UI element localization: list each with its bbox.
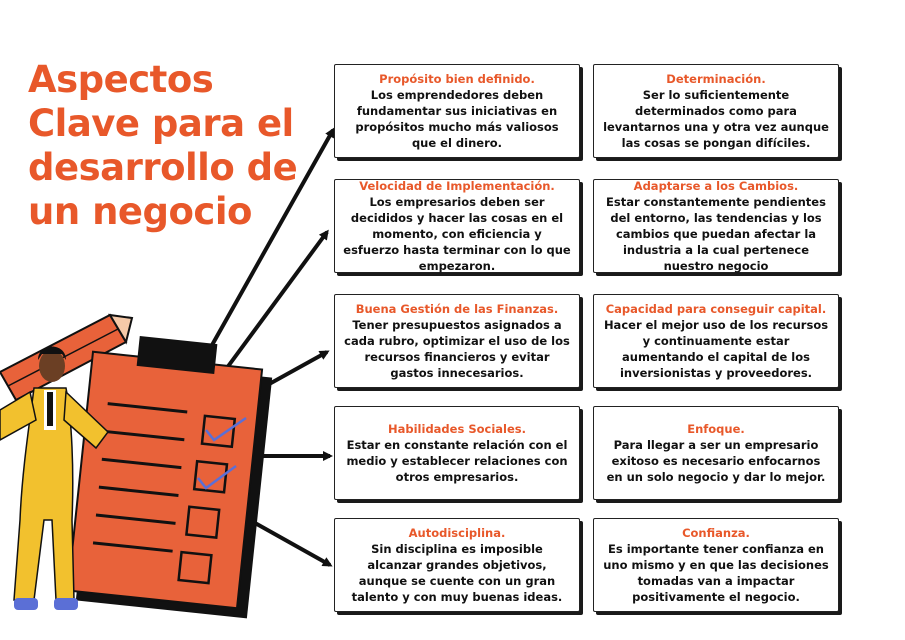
card-heading: Confianza. xyxy=(682,526,750,540)
card-finanzas xyxy=(334,294,580,388)
card-body: Sin disciplina es imposible alcanzar grandes objetivos, aunque se cuente con un gran talento y con muy buenas ideas. xyxy=(351,542,563,604)
card-body: Tener presupuestos asignados a cada rubro, optimizar el uso de los recursos financieros y evitar gastos innecesarios. xyxy=(344,318,570,380)
card-heading: Autodisciplina. xyxy=(408,526,506,540)
card-body: Estar constantemente pendientes del entorno, las tendencias y los cambios que puedan afectar la industria a la cual pertenece nuestro negocio xyxy=(606,195,826,273)
page-title: Aspectos Clave para el desarrollo de un negocio xyxy=(28,58,298,233)
card-heading: Habilidades Sociales. xyxy=(388,422,526,436)
card-heading: Adaptarse a los Cambios. xyxy=(633,179,799,193)
card-body: Hacer el mejor uso de los recursos y continuamente estar aumentando el capital de los inversionistas y proveedores. xyxy=(603,318,829,380)
card-proposito xyxy=(334,64,580,158)
arrow-icon xyxy=(246,518,330,565)
card-body: Estar en constante relación con el medio y establecer relaciones con otros empresarios. xyxy=(346,438,568,484)
card-heading: Determinación. xyxy=(666,72,766,86)
card-velocidad xyxy=(334,179,580,273)
card-determinacion xyxy=(593,64,839,158)
card-enfoque xyxy=(593,406,839,500)
card-body: Es importante tener confianza en uno mismo y en que las decisiones tomadas van a impactar positivamente el negocio. xyxy=(603,542,829,604)
card-body: Para llegar a ser un empresario exitoso es necesario enfocarnos en un solo negocio y dar lo mejor. xyxy=(606,438,826,484)
card-capital xyxy=(593,294,839,388)
clipboard-icon xyxy=(68,336,272,618)
card-heading: Propósito bien definido. xyxy=(379,72,535,86)
card-adaptarse xyxy=(593,179,839,273)
card-body: Ser lo suficientemente determinados como para levantarnos una y otra vez aunque las cosas se pongan difíciles. xyxy=(603,88,829,150)
card-body: Los emprendedores deben fundamentar sus iniciativas en propósitos mucho más valiosos que el dinero. xyxy=(355,88,559,150)
card-confianza xyxy=(593,518,839,612)
card-body: Los empresarios deben ser decididos y hacer las cosas en el momento, con eficiencia y esfuerzo hasta terminar con lo que empezaron. xyxy=(343,195,571,273)
card-heading: Buena Gestión de las Finanzas. xyxy=(355,302,559,316)
card-heading: Capacidad para conseguir capital. xyxy=(605,302,827,316)
arrow-icon xyxy=(262,352,327,388)
card-heading: Velocidad de Implementación. xyxy=(359,179,555,193)
card-habilidades xyxy=(334,406,580,500)
card-autodisciplina xyxy=(334,518,580,612)
card-heading: Enfoque. xyxy=(687,422,745,436)
